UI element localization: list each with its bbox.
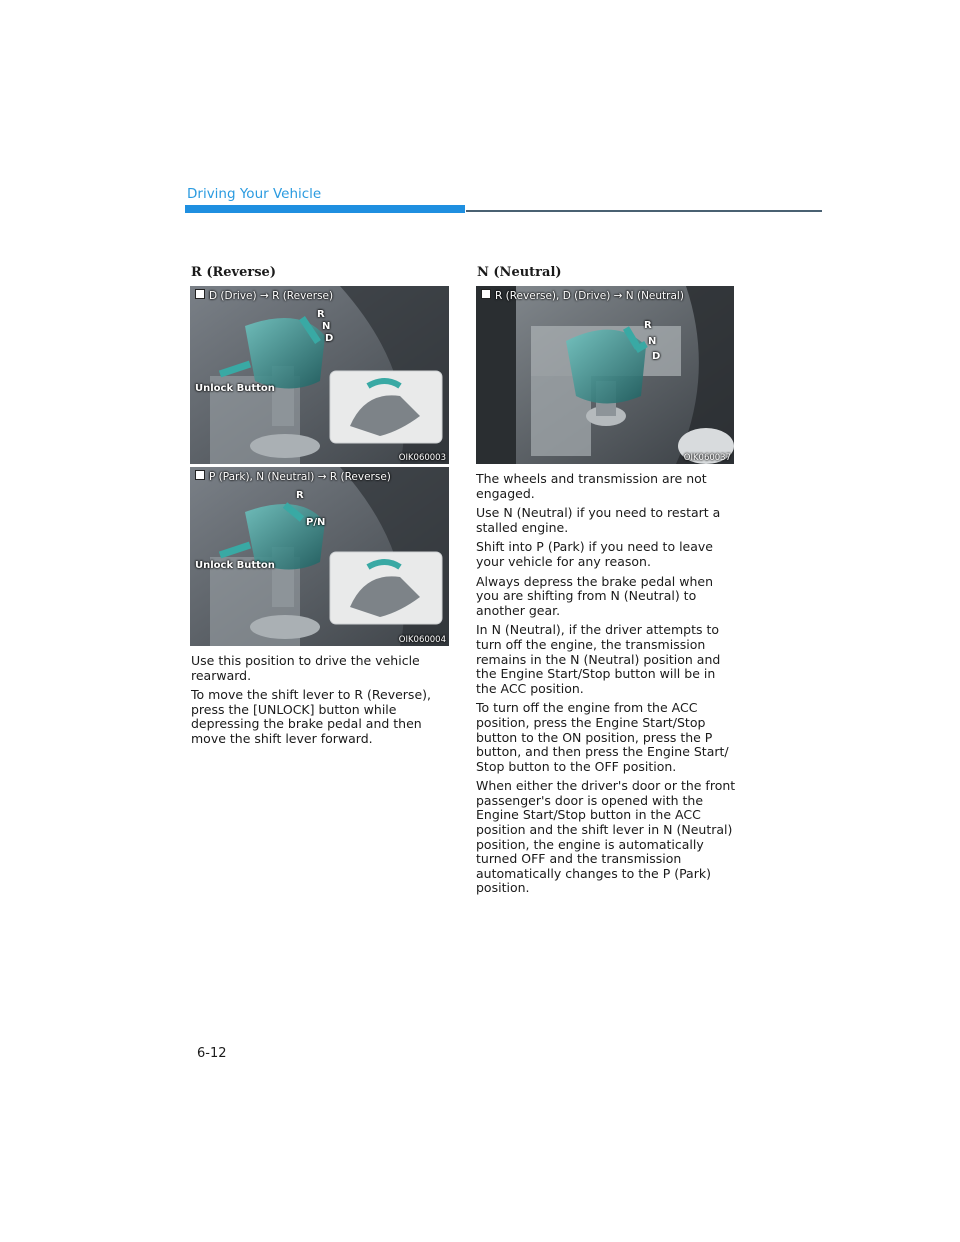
figure-d-to-r — [190, 286, 449, 464]
figure-code: OIK060037 — [683, 453, 731, 463]
paragraph: Shift into P (Park) if you need to leave your vehicle for any reason. — [476, 539, 713, 569]
gear-label-pn: P/N — [306, 517, 326, 528]
figure-caption: P (Park), N (Neutral) → R (Reverse) — [195, 470, 391, 483]
paragraph: When either the driver's door or the front passenger's door is opened with the Engine Start/Stop button in the ACC position and the shift lever in N (Neutral) position, the engine is automatically turned OFF and the transmission automatically changes to the P (Park) position. — [476, 778, 736, 896]
neutral-body — [476, 472, 736, 901]
square-bullet-icon — [195, 470, 205, 480]
figure-code: OIK060004 — [398, 635, 446, 645]
figure-to-n — [476, 286, 734, 464]
gear-label-d: D — [652, 351, 661, 362]
neutral-heading: N (Neutral) — [477, 265, 562, 280]
paragraph: Use this position to drive the vehicle rearward. — [191, 653, 420, 683]
square-bullet-icon — [195, 289, 205, 299]
paragraph: To move the shift lever to R (Reverse), press the [UNLOCK] button while depressing the brake pedal and then move the shift lever forward. — [191, 687, 431, 746]
reverse-body — [191, 654, 441, 752]
reverse-heading: R (Reverse) — [191, 265, 276, 280]
gear-label-r: R — [296, 490, 304, 501]
gear-label-r: R — [317, 309, 325, 320]
square-bullet-icon — [481, 289, 491, 299]
paragraph: In N (Neutral), if the driver attempts to turn off the engine, the transmission remains in the N (Neutral) position and the Engine Start/Stop button will be in the ACC position. — [476, 622, 721, 696]
gear-label-r: R — [644, 320, 652, 331]
paragraph: The wheels and transmission are not engaged. — [476, 471, 707, 501]
unlock-button-label: Unlock Button — [195, 383, 275, 394]
figure-pn-to-r — [190, 467, 449, 646]
paragraph: Use N (Neutral) if you need to restart a stalled engine. — [476, 505, 721, 535]
header-rule-accent — [185, 205, 465, 213]
gear-label-d: D — [325, 333, 334, 344]
header-rule — [466, 210, 822, 212]
page-number: 6-12 — [197, 1046, 227, 1061]
section-title: Driving Your Vehicle — [187, 186, 322, 202]
unlock-button-label: Unlock Button — [195, 560, 275, 571]
gear-label-n: N — [648, 336, 657, 347]
gear-label-n: N — [322, 321, 331, 332]
figure-code: OIK060003 — [398, 453, 446, 463]
paragraph: Always depress the brake pedal when you are shifting from N (Neutral) to another gear. — [476, 573, 714, 618]
paragraph: To turn off the engine from the ACC position, press the Engine Start/Stop button to the ON position, press the P button, and then press the Engine Start/ Stop button to the OFF position. — [476, 700, 729, 774]
shift-lever-illustration — [190, 467, 449, 646]
figure-caption: D (Drive) → R (Reverse) — [195, 289, 333, 302]
shift-lever-illustration — [476, 286, 734, 464]
figure-caption: R (Reverse), D (Drive) → N (Neutral) — [481, 289, 684, 302]
